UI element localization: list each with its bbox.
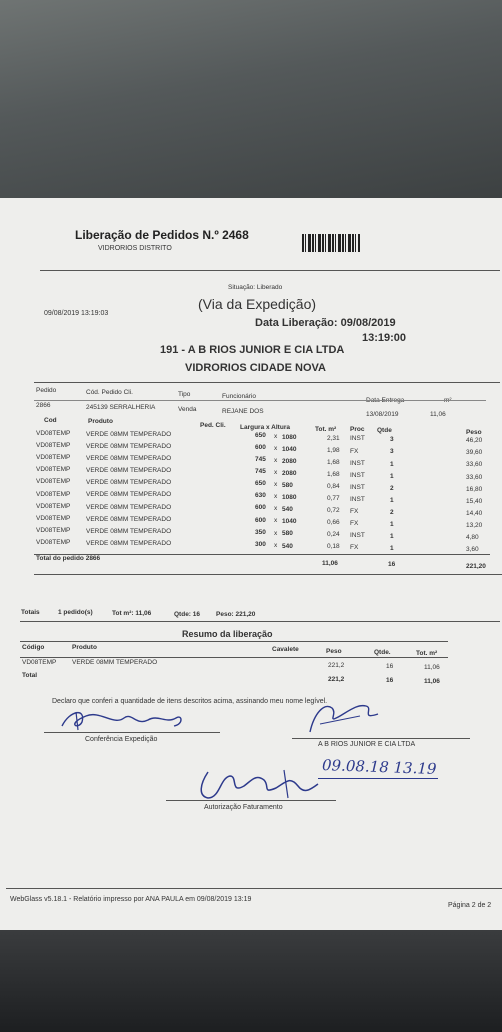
declaration-text: Declaro que conferi a quantidade de itens descritos acima, assinando meu nome legível.	[52, 698, 328, 705]
item-cod: VD08TEMP	[36, 466, 71, 474]
item-produto: VERDE 08MM TEMPERADO	[86, 455, 172, 463]
value-tipo: Venda	[178, 406, 197, 413]
resumo-col-cavalete: Cavalete	[272, 646, 299, 653]
value-m2: 11,06	[430, 411, 446, 418]
resumo-total-qtde: 16	[386, 677, 394, 684]
item-peso: 15,40	[466, 497, 483, 505]
totals-m2: Tot m²: 11,06	[112, 610, 152, 617]
item-peso: 46,20	[466, 437, 483, 445]
item-altura: 1040	[282, 518, 297, 526]
resumo-total-peso: 221,2	[328, 676, 345, 683]
footer-right: Página 2 de 2	[448, 902, 492, 909]
item-altura: 1080	[282, 494, 297, 502]
order-total-m2: 11,06	[322, 560, 338, 567]
divider	[6, 888, 502, 889]
item-proc: INST	[350, 459, 365, 467]
resumo-col-qtde: Qtde.	[374, 649, 391, 656]
divider	[20, 641, 448, 642]
totals-label: Totais	[21, 609, 40, 616]
item-peso: 33,60	[466, 461, 483, 469]
label-pedido: Pedido	[36, 387, 57, 394]
label-cod-pedido-cli: Cód. Pedido Cli.	[86, 389, 133, 396]
item-tot-m2: 0,72	[327, 507, 340, 515]
item-largura: 350	[255, 528, 266, 536]
item-proc: INST	[350, 532, 365, 540]
item-tot-m2: 2,31	[327, 434, 340, 442]
totals-qtde: Qtde: 16	[174, 611, 201, 618]
item-tot-m2: 1,68	[327, 458, 340, 466]
item-qtde: 3	[390, 448, 394, 456]
item-qtde: 1	[390, 496, 394, 504]
item-produto: VERDE 08MM TEMPERADO	[86, 527, 172, 535]
footer-left: WebGlass v5.18.1 - Relatório impresso por ANA PAULA em 09/08/2019 13:19	[10, 896, 252, 903]
item-dims-separator: x	[274, 456, 278, 464]
item-altura: 2080	[282, 457, 297, 465]
signature-cliente	[300, 694, 410, 738]
item-cod: VD08TEMP	[36, 430, 71, 437]
signature-line-expedicao	[44, 732, 220, 733]
item-qtde: 1	[390, 521, 394, 528]
divider	[34, 554, 490, 555]
item-peso: 14,40	[466, 509, 483, 517]
item-tot-m2: 0,24	[327, 531, 340, 539]
barcode	[302, 234, 360, 252]
resumo-total-label: Total	[22, 672, 38, 679]
situacao: Situação: Liberado	[228, 284, 283, 291]
item-peso: 4,80	[466, 534, 479, 541]
item-dims-separator: x	[274, 432, 278, 440]
resumo-col-peso: Peso	[326, 648, 342, 655]
order-total-peso: 221,20	[466, 563, 486, 570]
label-funcionario: Funcionário	[222, 393, 256, 400]
item-dims-separator: x	[274, 481, 278, 489]
item-produto: VERDE 08MM TEMPERADO	[86, 430, 172, 438]
signature-line-faturamento	[166, 800, 336, 801]
item-tot-m2: 0,18	[327, 543, 340, 551]
item-qtde: 1	[390, 472, 394, 480]
item-tot-m2: 0,84	[327, 482, 340, 490]
item-altura: 580	[282, 482, 293, 489]
resumo-row-peso: 221,2	[328, 662, 345, 669]
signature-line-cliente	[292, 738, 470, 739]
item-produto: VERDE 08MM TEMPERADO	[86, 515, 172, 523]
item-produto: VERDE 08MM TEMPERADO	[86, 539, 172, 547]
hora-liberacao: 13:19:00	[362, 332, 407, 344]
item-dims-separator: x	[274, 469, 278, 476]
item-altura: 540	[282, 506, 293, 514]
item-largura: 745	[255, 456, 266, 463]
signature-label-expedicao: Conferência Expedição	[85, 736, 158, 743]
item-tot-m2: 1,68	[327, 470, 340, 478]
divider	[34, 574, 502, 575]
value-pedido: 2866	[36, 402, 51, 409]
divider	[34, 382, 500, 383]
item-qtde: 2	[390, 508, 394, 516]
item-cod: VD08TEMP	[36, 514, 71, 522]
label-tipo: Tipo	[178, 391, 191, 398]
item-proc: INST	[350, 495, 365, 503]
col-ped-cli: Ped. Cli.	[200, 422, 226, 429]
item-qtde: 3	[390, 436, 394, 444]
item-peso: 33,60	[466, 473, 483, 481]
col-proc: Proc	[350, 426, 365, 433]
item-cod: VD08TEMP	[36, 490, 71, 498]
value-cod-pedido-cli: 245139 SERRALHERIA	[86, 404, 156, 411]
item-dims-separator: x	[274, 529, 278, 537]
data-liberacao: Data Liberação: 09/08/2019	[255, 317, 396, 329]
value-funcionario: REJANE DOS	[222, 408, 264, 415]
item-cod: VD08TEMP	[36, 454, 71, 462]
item-peso: 3,60	[466, 546, 479, 554]
item-tot-m2: 0,66	[327, 519, 340, 527]
item-cod: VD08TEMP	[36, 526, 71, 534]
item-tot-m2: 0,77	[327, 495, 340, 502]
resumo-row-qtde: 16	[386, 663, 394, 670]
resumo-col-tot-m2: Tot. m²	[416, 650, 438, 657]
item-dims-separator: x	[274, 541, 278, 549]
item-largura: 650	[255, 431, 266, 439]
item-largura: 650	[255, 480, 266, 488]
item-altura: 540	[282, 542, 293, 550]
item-produto: VERDE 08MM TEMPERADO	[86, 503, 172, 511]
signature-expedicao	[56, 704, 196, 734]
item-qtde: 2	[390, 484, 394, 492]
item-largura: 600	[255, 504, 266, 512]
item-proc: INST	[350, 471, 365, 479]
item-cod: VD08TEMP	[36, 538, 71, 546]
resumo-row-tot-m2: 11,06	[424, 664, 440, 671]
item-proc: FX	[350, 447, 359, 455]
printed-at: 09/08/2019 13:19:03	[44, 310, 109, 317]
document-page	[0, 198, 502, 938]
item-altura: 1040	[282, 445, 297, 453]
item-peso: 39,60	[466, 449, 483, 457]
item-largura: 630	[255, 492, 266, 500]
item-dims-separator: x	[274, 517, 278, 525]
item-qtde: 1	[390, 533, 394, 541]
order-total-label: Total do pedido 2866	[36, 555, 101, 562]
col-produto: Produto	[88, 418, 113, 425]
resumo-col-produto: Produto	[72, 644, 97, 651]
resumo-row-codigo: VD08TEMP	[22, 659, 57, 666]
item-peso: 16,80	[466, 485, 483, 493]
company-name: VIDRORIOS DISTRITO	[98, 245, 172, 252]
item-proc: INST	[350, 483, 365, 491]
item-dims-separator: x	[274, 505, 278, 513]
cliente-name: 191 - A B RIOS JUNIOR E CIA LTDA	[160, 344, 345, 356]
col-dims: Largura x Altura	[240, 424, 290, 431]
handwritten-underline	[318, 778, 438, 779]
item-dims-separator: x	[274, 444, 278, 452]
col-peso: Peso	[466, 429, 482, 436]
item-cod: VD08TEMP	[36, 442, 71, 450]
item-qtde: 1	[390, 545, 394, 553]
item-dims-separator: x	[274, 493, 278, 501]
col-cod: Cod	[44, 417, 57, 424]
item-qtde: 1	[390, 460, 394, 468]
item-tot-m2: 1,98	[327, 446, 340, 454]
item-altura: 1080	[282, 433, 297, 441]
item-proc: FX	[350, 544, 359, 552]
value-data-entrega: 13/08/2019	[366, 411, 399, 418]
col-tot-m2: Tot. m²	[315, 426, 337, 433]
order-total-qtde: 16	[388, 561, 396, 568]
item-produto: VERDE 08MM TEMPERADO	[86, 491, 172, 499]
item-produto: VERDE 08MM TEMPERADO	[86, 443, 172, 450]
divider	[40, 270, 500, 271]
via-expedicao: (Via da Expedição)	[198, 296, 317, 312]
handwritten-date: 09.08.18 13.19	[321, 756, 437, 778]
item-peso: 13,20	[466, 521, 483, 529]
item-cod: VD08TEMP	[36, 502, 71, 510]
document-title: Liberação de Pedidos N.º 2468	[75, 228, 249, 242]
resumo-row-produto: VERDE 08MM TEMPERADO	[72, 659, 158, 666]
item-proc: FX	[350, 508, 359, 515]
item-proc: INST	[350, 435, 365, 443]
item-largura: 745	[255, 468, 266, 476]
item-largura: 600	[255, 516, 266, 524]
totals-pedidos: 1 pedido(s)	[58, 609, 93, 616]
item-cod: VD08TEMP	[36, 478, 71, 486]
item-largura: 600	[255, 443, 266, 451]
resumo-col-codigo: Código	[22, 644, 45, 651]
item-produto: VERDE 08MM TEMPERADO	[86, 467, 172, 475]
loja-name: VIDRORIOS CIDADE NOVA	[185, 362, 326, 374]
item-altura: 580	[282, 530, 293, 538]
divider	[20, 657, 448, 658]
col-qtde: Qtde	[377, 427, 392, 434]
signature-label-faturamento: Autorização Faturamento	[204, 804, 283, 811]
resumo-total-tot-m2: 11,06	[424, 678, 440, 685]
background-bottom	[0, 930, 502, 1032]
divider	[34, 400, 486, 401]
item-produto: VERDE 08MM TEMPERADO	[86, 479, 172, 487]
signature-faturamento	[190, 764, 330, 808]
item-altura: 2080	[282, 469, 297, 477]
item-proc: FX	[350, 520, 359, 528]
signature-label-cliente: A B RIOS JUNIOR E CIA LTDA	[318, 741, 416, 748]
background-top	[0, 0, 502, 210]
resumo-title: Resumo da liberação	[182, 629, 273, 639]
totals-peso: Peso: 221,20	[216, 611, 256, 618]
item-largura: 300	[255, 540, 266, 548]
divider	[20, 621, 500, 622]
